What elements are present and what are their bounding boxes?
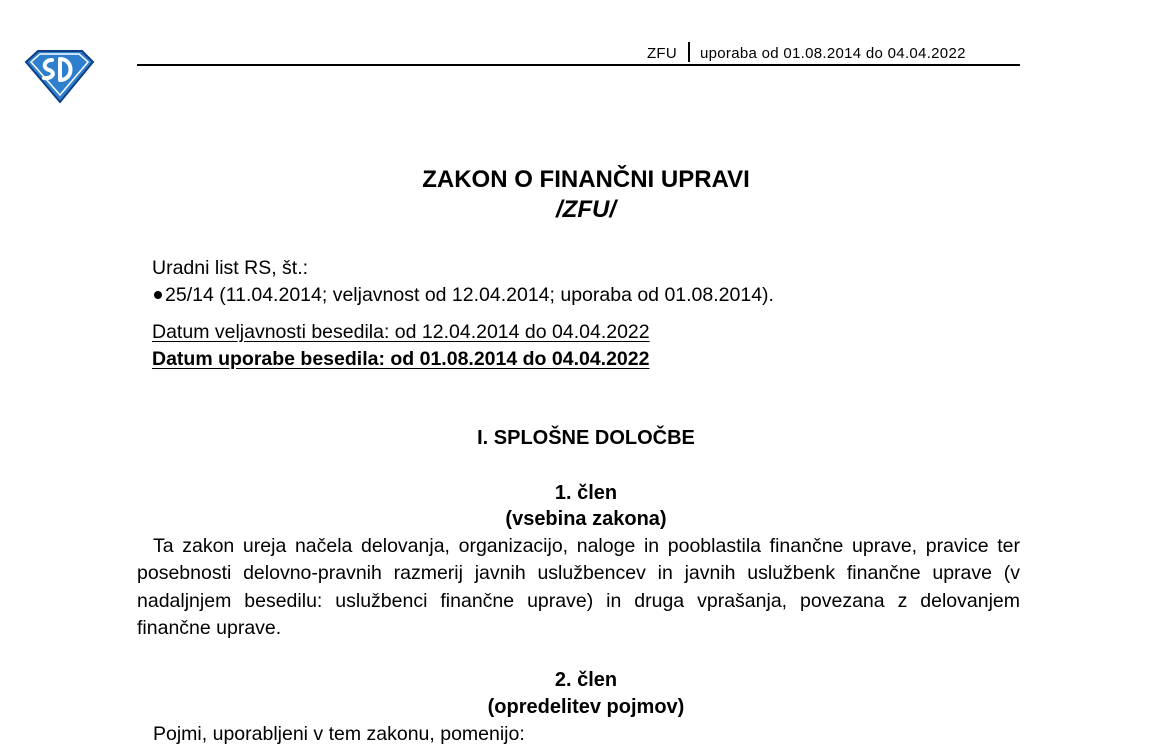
usage-date: Datum uporabe besedila: od 01.08.2014 do 04.04.2022 [152, 348, 650, 370]
logo-icon [22, 48, 96, 104]
document-abbreviation: /ZFU/ [556, 196, 616, 223]
article-number: 1. člen [554, 482, 618, 504]
document-title: ZAKON O FINANČNI UPRAVI [422, 166, 750, 193]
article-heading: (opredelitev pojmov) [487, 696, 685, 718]
header-separator [688, 42, 690, 62]
bullet-icon [154, 291, 162, 299]
article-number: 2. člen [554, 669, 618, 691]
header-rule [137, 64, 1020, 66]
validity-date: Datum veljavnosti besedila: od 12.04.2014 do 04.04.2022 [152, 321, 650, 343]
gazette-entry [152, 284, 774, 307]
article-heading: (vsebina zakona) [505, 508, 667, 530]
article-text: Pojmi, uporabljeni v tem zakonu, pomenijo: [153, 723, 525, 745]
gazette-label: Uradni list RS, št.: [152, 257, 309, 279]
chapter-heading: I. SPLOŠNE DOLOČBE [477, 427, 695, 449]
header-abbreviation: ZFU [646, 45, 677, 62]
article-text: Ta zakon ureja načela delovanja, organizacijo, naloge in pooblastila finančne uprave, pravice ter posebnosti delovno-pravnih razmerij javnih uslužbencev in javnih uslužbenk finančne uprave (v nadaljnjem besedilu: uslužbenci finančne uprave) in druga vprašanja, povezana z delovanjem finančne uprave. [137, 535, 1020, 639]
gazette-entry-text: 25/14 (11.04.2014; veljavnost od 12.04.2014; uporaba od 01.08.2014). [165, 284, 774, 306]
header-usage-period: uporaba od 01.08.2014 do 04.04.2022 [700, 45, 966, 62]
